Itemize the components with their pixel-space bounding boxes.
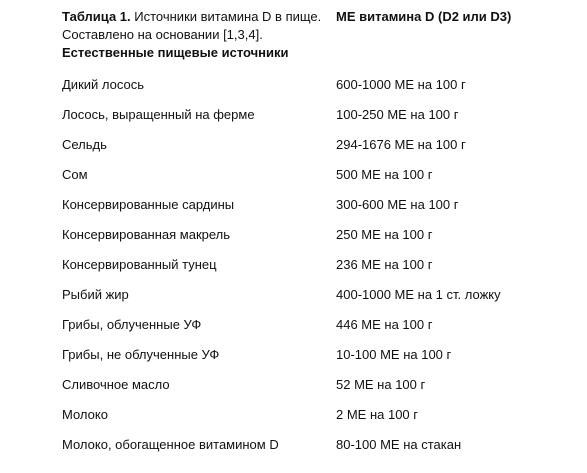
row-amount: 500 МЕ на 100 г xyxy=(336,167,433,182)
row-source: Грибы, не облученные УФ xyxy=(62,347,220,362)
row-amount: 52 МЕ на 100 г xyxy=(336,377,426,392)
table-row xyxy=(0,249,587,279)
row-source: Сельдь xyxy=(62,137,107,152)
row-amount: 300-600 МЕ на 100 г xyxy=(336,197,459,212)
table-row xyxy=(0,69,587,99)
table-row xyxy=(0,429,587,459)
row-amount: 294-1676 МЕ на 100 г xyxy=(336,137,466,152)
row-source: Молоко xyxy=(62,407,108,422)
column-header-amount: МЕ витамина D (D2 или D3) xyxy=(336,9,512,24)
row-amount: 446 МЕ на 100 г xyxy=(336,317,433,332)
row-amount: 80-100 МЕ на стакан xyxy=(336,437,462,452)
table-row xyxy=(0,309,587,339)
row-source: Сом xyxy=(62,167,88,182)
row-source: Грибы, облученные УФ xyxy=(62,317,202,332)
table-body xyxy=(0,69,587,459)
row-amount: 600-1000 МЕ на 100 г xyxy=(336,77,466,92)
table-row xyxy=(0,279,587,309)
table-row xyxy=(0,189,587,219)
row-amount: 236 МЕ на 100 г xyxy=(336,257,433,272)
table-row xyxy=(0,369,587,399)
row-amount: 100-250 МЕ на 100 г xyxy=(336,107,459,122)
row-amount: 10-100 МЕ на 100 г xyxy=(336,347,452,362)
row-source: Сливочное масло xyxy=(62,377,170,392)
table-row xyxy=(0,159,587,189)
table-caption xyxy=(62,8,322,62)
table-row xyxy=(0,399,587,429)
caption-text: Источники витамина D в пище. Составлено на основании [1,3,4]. xyxy=(62,9,322,42)
row-amount: 250 МЕ на 100 г xyxy=(336,227,433,242)
row-source: Дикий лосось xyxy=(62,77,144,92)
row-source: Рыбий жир xyxy=(62,287,129,302)
row-source: Лосось, выращенный на ферме xyxy=(62,107,255,122)
section-heading: Естественные пищевые источники xyxy=(62,45,289,60)
row-amount: 2 МЕ на 100 г xyxy=(336,407,419,422)
row-source: Консервированный тунец xyxy=(62,257,217,272)
caption-label: Таблица 1. xyxy=(62,9,131,24)
table-row xyxy=(0,129,587,159)
table-row xyxy=(0,339,587,369)
row-source: Консервированная макрель xyxy=(62,227,231,242)
row-source: Консервированные сардины xyxy=(62,197,235,212)
table-row xyxy=(0,219,587,249)
row-source: Молоко, обогащенное витамином D xyxy=(62,437,279,452)
table-row xyxy=(0,99,587,129)
row-amount: 400-1000 МЕ на 1 ст. ложку xyxy=(336,287,501,302)
